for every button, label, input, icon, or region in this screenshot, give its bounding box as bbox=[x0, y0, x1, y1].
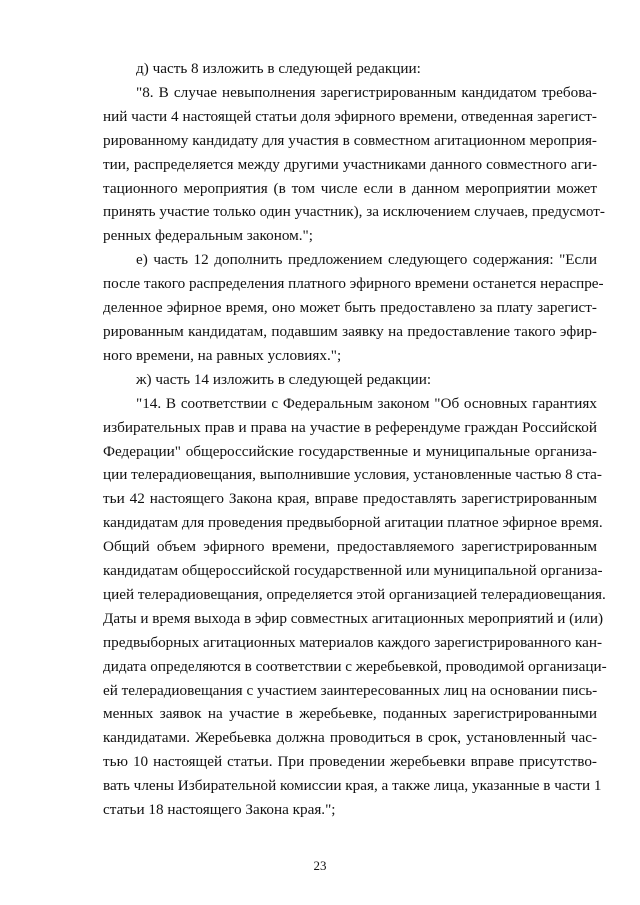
text-line: "8. В случае невыполнения зарегистрированным кандидатом требова- bbox=[136, 83, 597, 101]
para-d-part-8 bbox=[103, 57, 597, 81]
para-part-14-text bbox=[103, 392, 607, 822]
text-line: кандидатам общероссийской государственной или муниципальной организа- bbox=[103, 562, 603, 580]
text-line: ренных федеральным законом."; bbox=[103, 227, 313, 245]
text-line: кандидатам для проведения предвыборной агитации платное эфирное время. bbox=[103, 514, 603, 532]
para-zh-part-14 bbox=[103, 368, 597, 392]
text-line: деленное эфирное время, оно может быть предоставлено за плату зарегист- bbox=[103, 299, 597, 317]
text-line: ей телерадиовещания с участием заинтересованных лиц на основании пись- bbox=[103, 681, 598, 699]
text-line: Федерации" общероссийские государственные и муниципальные организа- bbox=[103, 442, 597, 460]
text-line: кандидатами. Жеребьевка должна проводиться в срок, установленный час- bbox=[103, 729, 597, 747]
text-line: ции телерадиовещания, выполнившие условия, установленные частью 8 ста- bbox=[103, 466, 602, 484]
text-line: ж) часть 14 изложить в следующей редакции: bbox=[136, 370, 432, 388]
page-number: 23 bbox=[313, 858, 327, 873]
text-line: предвыборных агитационных материалов каждого зарегистрированного кан- bbox=[103, 633, 603, 651]
text-line: рированным кандидатам, подавшим заявку на предоставление такого эфир- bbox=[103, 322, 597, 340]
text-line: избирательных прав и права на участие в референдуме граждан Российской bbox=[103, 418, 597, 436]
text-line: дидата определяются в соответствии с жеребьевкой, проводимой организаци- bbox=[103, 657, 607, 675]
document-body bbox=[103, 57, 607, 822]
text-line: цией телерадиовещания, определяется этой организацией телерадиовещания. bbox=[103, 585, 606, 603]
para-e-part-12 bbox=[103, 248, 604, 368]
text-line: тьи 42 настоящего Закона края, вправе предоставлять зарегистрированным bbox=[103, 490, 597, 508]
text-line: д) часть 8 изложить в следующей редакции: bbox=[136, 60, 421, 77]
text-line: ний части 4 настоящей статьи доля эфирного времени, отведенная зарегист- bbox=[103, 107, 597, 125]
text-line: статьи 18 настоящего Закона края."; bbox=[103, 801, 336, 819]
text-line: тью 10 настоящей статьи. При проведении жеребьевки вправе присутство- bbox=[103, 753, 597, 771]
text-line: Даты и время выхода в эфир совместных агитационных мероприятий и (или) bbox=[103, 609, 604, 627]
text-line: тии, распределяется между другими участниками данного совместного аги- bbox=[103, 155, 597, 173]
text-line: вать члены Избирательной комиссии края, а также лица, указанные в части 1 bbox=[103, 777, 602, 795]
text-line: менных заявок на участие в жеребьевке, поданных зарегистрированными bbox=[103, 705, 597, 723]
para-part-8-text bbox=[103, 81, 605, 248]
text-line: рированному кандидату для участия в совместном агитационном мероприя- bbox=[103, 131, 597, 149]
text-line: принять участие только один участник), за исключением случаев, предусмот- bbox=[103, 203, 605, 221]
text-line: Общий объем эфирного времени, предоставляемого зарегистрированным bbox=[103, 538, 597, 556]
text-line: после такого распределения платного эфирного времени останется нераспре- bbox=[103, 275, 604, 293]
text-line: е) часть 12 дополнить предложением следующего содержания: "Если bbox=[136, 251, 597, 269]
text-line: "14. В соответствии с Федеральным законом "Об основных гарантиях bbox=[136, 394, 597, 412]
text-line: тационного мероприятия (в том числе если в данном мероприятии может bbox=[103, 179, 597, 197]
text-line: ного времени, на равных условиях."; bbox=[103, 346, 342, 364]
